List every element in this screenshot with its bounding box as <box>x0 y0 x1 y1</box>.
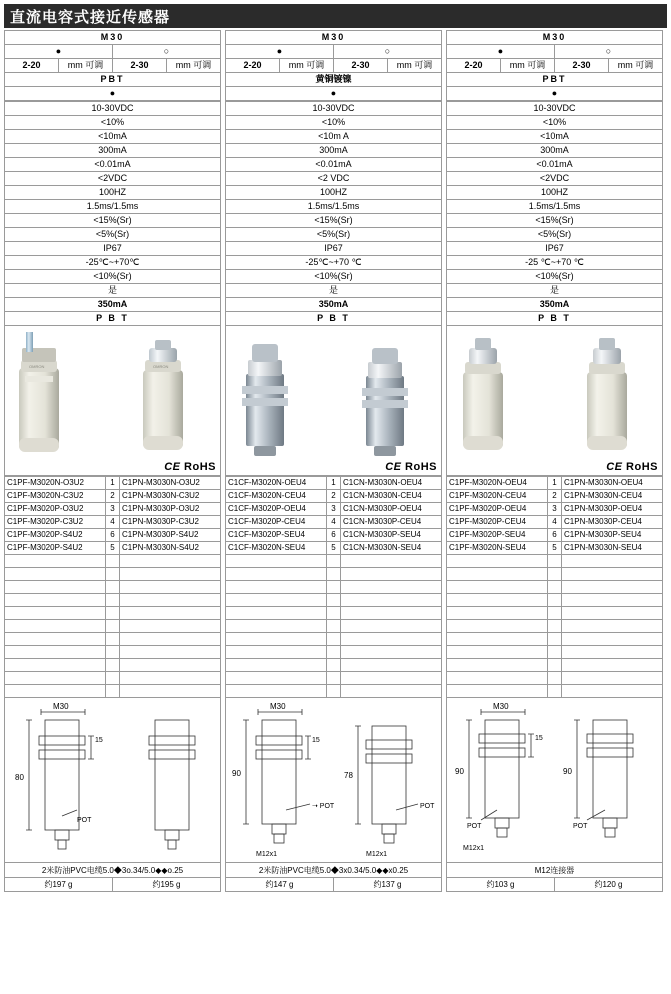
page-title: 直流电容式接近传感器 <box>4 4 667 28</box>
range-value-1b: 2-30 <box>113 59 167 73</box>
table-row-empty <box>447 646 663 659</box>
model-table-1 <box>4 476 221 698</box>
range-unit-2b: mm 可调 <box>388 59 442 73</box>
table-row <box>5 542 221 555</box>
table-row <box>5 477 221 490</box>
spec-1-8: <15%(Sr) <box>5 214 221 228</box>
spec-2-13: 是 <box>226 284 442 298</box>
model-right: C1CN-M3030P-CEU4 <box>341 516 442 529</box>
spec-3-13: 是 <box>447 284 663 298</box>
model-left: C1PF-M3020N-C3U2 <box>5 490 106 503</box>
model-left: C1CF-M3020N-CEU4 <box>226 490 327 503</box>
table-row-empty <box>447 672 663 685</box>
table-row-empty <box>447 633 663 646</box>
weight-right-3: 约120 g <box>554 878 662 891</box>
svg-text:OMRON: OMRON <box>29 364 45 369</box>
table-row <box>5 490 221 503</box>
product-photo-2 <box>225 326 442 476</box>
model-right: C1PN-M3030P-S4U2 <box>120 529 221 542</box>
weight-right-1: 约195 g <box>112 878 220 891</box>
length-label-2b: 78 <box>344 771 353 780</box>
spec-3-5: <2VDC <box>447 172 663 186</box>
model-left: C1PF-M3020N-CEU4 <box>447 490 548 503</box>
sensor-photo-illustration-3 <box>447 326 662 474</box>
certification-3 <box>606 461 658 473</box>
model-right: C1PN-M3030N-SEU4 <box>562 542 663 555</box>
model-left: C1PF-M3020P-O3U2 <box>5 503 106 516</box>
spec-1-7: 1.5ms/1.5ms <box>5 200 221 214</box>
spec-2-9: <5%(Sr) <box>226 228 442 242</box>
table-row-empty <box>226 594 442 607</box>
model-num: 4 <box>327 516 341 529</box>
model-left: C1PF-M3020N-SEU4 <box>447 542 548 555</box>
range-unit-2a: mm 可调 <box>280 59 334 73</box>
pot-label-3a: POT <box>467 823 482 830</box>
table-row-empty <box>5 620 221 633</box>
table-row-empty <box>5 568 221 581</box>
dimension-svg-1 <box>5 698 220 861</box>
sensor-photo-illustration-1 <box>5 326 220 474</box>
model-table-2 <box>225 476 442 698</box>
spec-1-4: <0.01mA <box>5 158 221 172</box>
model-right: C1PN-M3030P-C3U2 <box>120 516 221 529</box>
table-row-empty <box>447 659 663 672</box>
table-row <box>226 477 442 490</box>
table-row-empty <box>5 594 221 607</box>
table-row-empty <box>447 581 663 594</box>
column-header-3: M30 <box>447 31 663 45</box>
range-unit-3b: mm 可调 <box>609 59 663 73</box>
table-row-empty <box>226 555 442 568</box>
model-right: C1CN-M3030P-SEU4 <box>341 529 442 542</box>
table-row-empty <box>226 633 442 646</box>
table-row-empty <box>5 672 221 685</box>
table-row <box>447 477 663 490</box>
model-right: C1PN-M3030P-SEU4 <box>562 529 663 542</box>
spec-footer-1: P B T <box>5 312 221 326</box>
table-row-empty <box>447 568 663 581</box>
sensor-photo-illustration-2 <box>226 326 441 474</box>
detect-mode-1a: ● <box>5 45 113 59</box>
model-num: 6 <box>106 529 120 542</box>
length-label-3b: 90 <box>563 767 572 776</box>
material-3: PBT <box>447 73 663 87</box>
connector-label-2b: M12x1 <box>366 851 388 858</box>
model-left: C1CF-M3020N-SEU4 <box>226 542 327 555</box>
table-row <box>226 490 442 503</box>
model-num: 6 <box>548 529 562 542</box>
table-row-empty <box>5 581 221 594</box>
table-row-empty <box>226 620 442 633</box>
table-row <box>447 490 663 503</box>
rohs-label-2: RoHS <box>405 461 437 473</box>
model-num: 1 <box>548 477 562 490</box>
spec-1-12: <10%(Sr) <box>5 270 221 284</box>
spec-2-12: <10%(Sr) <box>226 270 442 284</box>
model-right: C1CN-M3030P-OEU4 <box>341 503 442 516</box>
spec-table-2 <box>225 101 442 326</box>
model-num: 4 <box>548 516 562 529</box>
weight-left-3: 约103 g <box>486 880 515 889</box>
spec-3-6: 100HZ <box>447 186 663 200</box>
model-left: C1PF-M3020P-C3U2 <box>5 516 106 529</box>
range-value-2b: 2-30 <box>334 59 388 73</box>
length-label-2a: 90 <box>232 769 241 778</box>
product-photo-3 <box>446 326 663 476</box>
product-column-2 <box>225 30 442 892</box>
header-table-2 <box>225 30 442 101</box>
weight-left-1: 约197 g <box>44 880 73 889</box>
column-header-2: M30 <box>226 31 442 45</box>
table-row-empty <box>5 607 221 620</box>
nut-label-1: 15 <box>95 737 103 744</box>
connector-label-3: M12x1 <box>463 845 485 852</box>
model-num: 1 <box>106 477 120 490</box>
length-label-3a: 90 <box>455 767 464 776</box>
spec-3-12: <10%(Sr) <box>447 270 663 284</box>
spec-3-8: <15%(Sr) <box>447 214 663 228</box>
spec-2-6: 100HZ <box>226 186 442 200</box>
model-right: C1PN-M3030P-CEU4 <box>562 516 663 529</box>
model-num: 2 <box>106 490 120 503</box>
thread-label-3: M30 <box>493 702 509 711</box>
cable-note-1: 2米防油PVC电缆5.0◆3o.34/5.0◆◆o.25 <box>4 863 221 878</box>
model-left: C1CF-M3020P-OEU4 <box>226 503 327 516</box>
range-unit-1a: mm 可调 <box>59 59 113 73</box>
spec-3-14: 350mA <box>447 298 663 312</box>
spec-1-0: 10-30VDC <box>5 102 221 116</box>
thread-label-1: M30 <box>53 702 69 711</box>
range-value-3a: 2-20 <box>447 59 501 73</box>
certification-2 <box>385 461 437 473</box>
table-row <box>226 516 442 529</box>
spec-1-6: 100HZ <box>5 186 221 200</box>
spec-3-1: <10% <box>447 116 663 130</box>
table-row-empty <box>447 685 663 698</box>
table-row <box>447 529 663 542</box>
table-row <box>5 503 221 516</box>
detect-mode-3b: ○ <box>555 45 663 59</box>
length-label-1: 80 <box>15 773 24 782</box>
model-num: 5 <box>327 542 341 555</box>
table-row <box>447 516 663 529</box>
spec-1-1: <10% <box>5 116 221 130</box>
table-row <box>447 503 663 516</box>
material-2: 黄铜镀镍 <box>226 73 442 87</box>
model-right: C1PN-M3030N-CEU4 <box>562 490 663 503</box>
svg-text:OMRON: OMRON <box>153 364 169 369</box>
table-row-empty <box>5 646 221 659</box>
spec-table-3 <box>446 101 663 326</box>
spec-3-0: 10-30VDC <box>447 102 663 116</box>
table-row-empty <box>226 672 442 685</box>
table-row-empty <box>447 555 663 568</box>
model-right: C1CN-M3030N-CEU4 <box>341 490 442 503</box>
model-num: 5 <box>548 542 562 555</box>
product-column-3 <box>446 30 663 892</box>
dimension-drawing-2 <box>225 698 442 863</box>
detect-mode-3a: ● <box>447 45 555 59</box>
spec-table-1 <box>4 101 221 326</box>
table-row <box>5 516 221 529</box>
material-dot-2: ● <box>226 87 442 101</box>
spec-3-3: 300mA <box>447 144 663 158</box>
table-row-empty <box>5 555 221 568</box>
spec-2-5: <2 VDC <box>226 172 442 186</box>
model-num: 1 <box>327 477 341 490</box>
model-left: C1PF-M3020P-S4U2 <box>5 529 106 542</box>
spec-3-11: -25 ℃~+70 ℃ <box>447 256 663 270</box>
ce-mark-icon: CE <box>385 461 402 473</box>
table-row-empty <box>226 568 442 581</box>
table-row-empty <box>226 607 442 620</box>
weight-row-2 <box>225 878 442 892</box>
model-left: C1CF-M3020N-OEU4 <box>226 477 327 490</box>
rohs-label-1: RoHS <box>184 461 216 473</box>
spec-3-4: <0.01mA <box>447 158 663 172</box>
table-row-empty <box>447 594 663 607</box>
model-num: 2 <box>548 490 562 503</box>
model-left: C1CF-M3020P-CEU4 <box>226 516 327 529</box>
spec-1-5: <2VDC <box>5 172 221 186</box>
pot-label-1: POT <box>77 817 92 824</box>
model-left: C1PF-M3020N-OEU4 <box>447 477 548 490</box>
spec-2-0: 10-30VDC <box>226 102 442 116</box>
model-num: 6 <box>327 529 341 542</box>
model-num: 2 <box>327 490 341 503</box>
spec-1-3: 300mA <box>5 144 221 158</box>
thread-label-2: M30 <box>270 702 286 711</box>
dimension-svg-3 <box>447 698 662 861</box>
table-row <box>5 529 221 542</box>
spec-footer-3: P B T <box>447 312 663 326</box>
model-right: C1PN-M3030N-OEU4 <box>562 477 663 490</box>
detect-mode-2a: ● <box>226 45 334 59</box>
table-row <box>447 542 663 555</box>
table-row-empty <box>5 685 221 698</box>
detect-mode-2b: ○ <box>334 45 442 59</box>
weight-row-3 <box>446 878 663 892</box>
table-row <box>226 542 442 555</box>
model-right: C1CN-M3030N-SEU4 <box>341 542 442 555</box>
ce-mark-icon: CE <box>164 461 181 473</box>
dimension-drawing-3 <box>446 698 663 863</box>
spec-3-7: 1.5ms/1.5ms <box>447 200 663 214</box>
datasheet-page <box>0 4 671 994</box>
model-num: 3 <box>106 503 120 516</box>
table-row-empty <box>226 581 442 594</box>
pot-label-2a: ➝ POT <box>312 803 335 810</box>
model-table-3 <box>446 476 663 698</box>
spec-1-14: 350mA <box>5 298 221 312</box>
pot-label-3b: POT <box>573 823 588 830</box>
header-table-1 <box>4 30 221 101</box>
table-row <box>226 529 442 542</box>
spec-2-2: <10m A <box>226 130 442 144</box>
cable-note-2: 2米防油PVC电缆5.0◆3x0.34/5.0◆◆x0.25 <box>225 863 442 878</box>
table-row-empty <box>5 659 221 672</box>
model-left: C1PF-M3020P-CEU4 <box>447 516 548 529</box>
table-row-empty <box>447 620 663 633</box>
header-table-3 <box>446 30 663 101</box>
rohs-label-3: RoHS <box>626 461 658 473</box>
table-row-empty <box>226 659 442 672</box>
spec-1-10: IP67 <box>5 242 221 256</box>
spec-2-3: 300mA <box>226 144 442 158</box>
spec-2-4: <0.01mA <box>226 158 442 172</box>
model-num: 3 <box>327 503 341 516</box>
detect-mode-1b: ○ <box>113 45 221 59</box>
model-right: C1PN-M3030N-O3U2 <box>120 477 221 490</box>
range-unit-3a: mm 可调 <box>501 59 555 73</box>
dimension-drawing-1 <box>4 698 221 863</box>
spec-2-7: 1.5ms/1.5ms <box>226 200 442 214</box>
product-photo-1 <box>4 326 221 476</box>
spec-3-9: <5%(Sr) <box>447 228 663 242</box>
table-row-empty <box>5 633 221 646</box>
model-left: C1CF-M3020P-SEU4 <box>226 529 327 542</box>
model-left: C1PF-M3020P-OEU4 <box>447 503 548 516</box>
certification-1 <box>164 461 216 473</box>
model-right: C1PN-M3030P-O3U2 <box>120 503 221 516</box>
spec-2-1: <10% <box>226 116 442 130</box>
model-right: C1PN-M3030N-S4U2 <box>120 542 221 555</box>
model-left: C1PF-M3020P-SEU4 <box>447 529 548 542</box>
model-right: C1PN-M3030P-OEU4 <box>562 503 663 516</box>
model-right: C1PN-M3030N-C3U2 <box>120 490 221 503</box>
ce-mark-icon: CE <box>606 461 623 473</box>
spec-3-2: <10mA <box>447 130 663 144</box>
range-unit-1b: mm 可调 <box>167 59 221 73</box>
range-value-1a: 2-20 <box>5 59 59 73</box>
spec-2-8: <15%(Sr) <box>226 214 442 228</box>
nut-label-3: 15 <box>535 735 543 742</box>
table-row-empty <box>226 646 442 659</box>
spec-1-9: <5%(Sr) <box>5 228 221 242</box>
spec-footer-2: P B T <box>226 312 442 326</box>
dimension-svg-2 <box>226 698 441 861</box>
columns-container <box>0 30 671 892</box>
spec-2-10: IP67 <box>226 242 442 256</box>
model-num: 3 <box>548 503 562 516</box>
spec-2-14: 350mA <box>226 298 442 312</box>
product-column-1 <box>4 30 221 892</box>
cable-note-3: M12连接器 <box>446 863 663 878</box>
table-row-empty <box>226 685 442 698</box>
column-header-1: M30 <box>5 31 221 45</box>
material-dot-3: ● <box>447 87 663 101</box>
spec-1-2: <10mA <box>5 130 221 144</box>
model-left: C1PF-M3020P-S4U2 <box>5 542 106 555</box>
connector-label-2a: M12x1 <box>256 851 278 858</box>
model-num: 5 <box>106 542 120 555</box>
model-left: C1PF-M3020N-O3U2 <box>5 477 106 490</box>
material-1: PBT <box>5 73 221 87</box>
weight-row-1 <box>4 878 221 892</box>
range-value-2a: 2-20 <box>226 59 280 73</box>
model-right: C1CN-M3030N-OEU4 <box>341 477 442 490</box>
weight-right-2: 约137 g <box>333 878 441 891</box>
material-dot-1: ● <box>5 87 221 101</box>
table-row <box>226 503 442 516</box>
pot-label-2b: POT <box>420 803 435 810</box>
table-row-empty <box>447 607 663 620</box>
spec-2-11: -25℃~+70 ℃ <box>226 256 442 270</box>
spec-3-10: IP67 <box>447 242 663 256</box>
nut-label-2: 15 <box>312 737 320 744</box>
model-num: 4 <box>106 516 120 529</box>
spec-1-13: 是 <box>5 284 221 298</box>
range-value-3b: 2-30 <box>555 59 609 73</box>
spec-1-11: -25℃~+70℃ <box>5 256 221 270</box>
weight-left-2: 约147 g <box>265 880 294 889</box>
